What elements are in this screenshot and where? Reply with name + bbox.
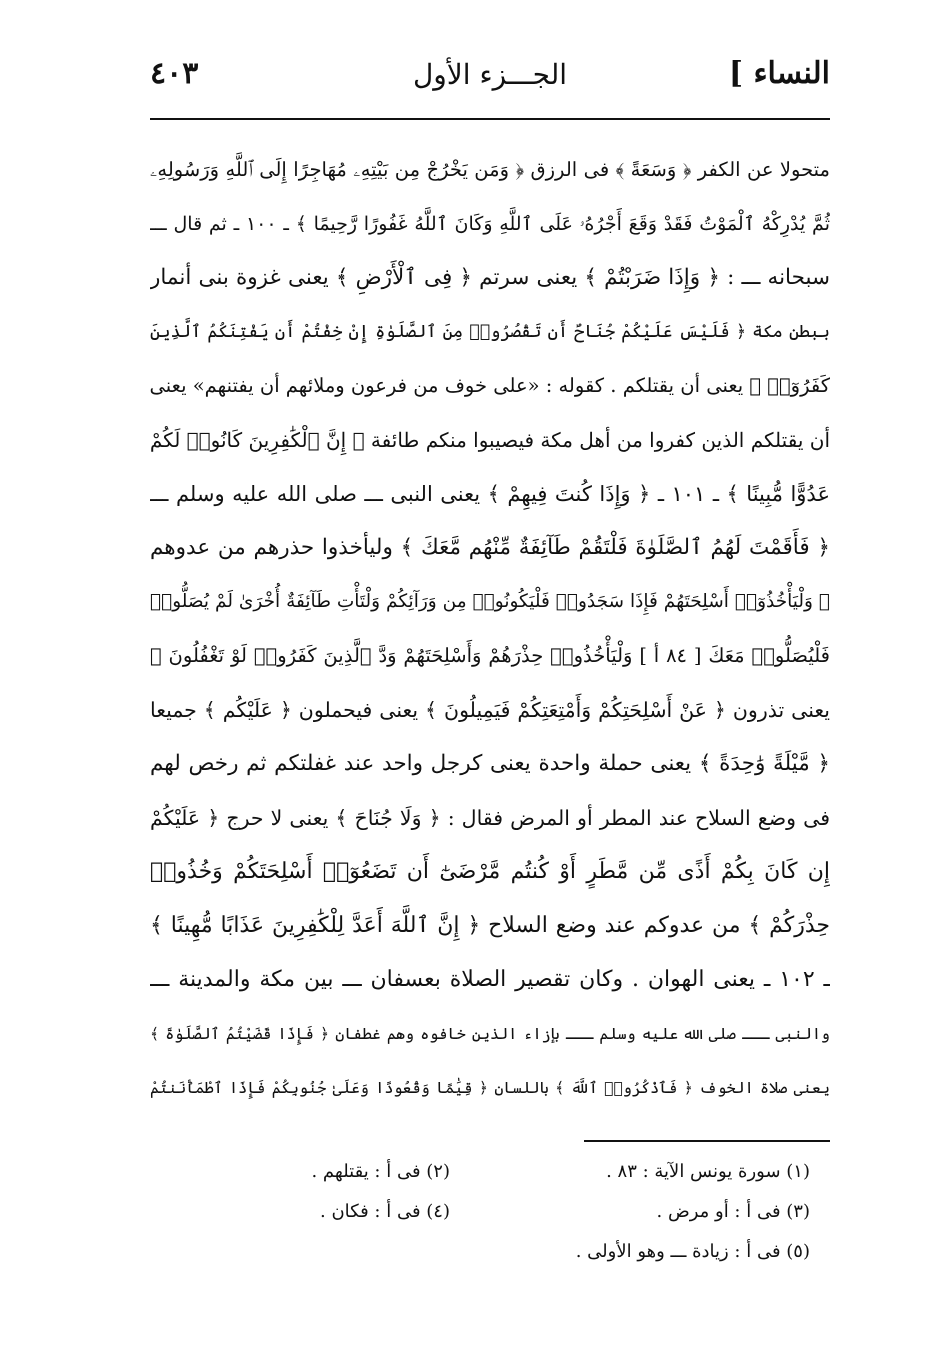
footnotes — [150, 1152, 810, 1272]
text-line: يعنى صلاة الخوف ﴿ فَٱذْكُرُوا۟ ٱللَّهَ ﴾ باللسان ﴿ قِيَٰمًا وَقُعُودًا وَعَلَىٰ جُنُوبِكُمْ فَإِذَا ٱطْمَأْنَنتُمْ — [150, 1079, 830, 1097]
header-rule — [150, 118, 830, 120]
footnote-4: (٤) فى أ : فكان . — [320, 1201, 450, 1222]
text-line: سبحانه ـــ : ﴿ وَإِذَا ضَرَبْتُمْ ﴾ يعنى سرتم ﴿ فِى ٱلْأَرْضِ ﴾ يعنى غزوة بنى أنمار — [150, 265, 830, 290]
text-line: عَدُوًّا مُّبِينًا ﴾ ـ ١٠١ ـ ﴿ وَإِذَا كُنتَ فِيهِمْ ﴾ يعنى النبى ـــ صلى الله عليه وسلم ـــ — [150, 482, 830, 506]
page-header — [150, 56, 830, 106]
text-line: فى وضع السلاح عند المطر أو المرض فقال : ﴿ وَلَا جُنَاحَ ﴾ يعنى لا حرج ﴿ عَلَيْكُمْ — [150, 806, 830, 830]
surah-title: النساء ] — [728, 56, 830, 91]
text-line: ببطن مكة ﴿ فَلَيْسَ عَلَيْكُمْ جُنَاحٌ أَن تَقْصُرُوا۟ مِنَ ٱلصَّلَوٰةِ إِنْ خِفْتُمْ أَن يَفْتِنَكُمُ ٱلَّذِينَ — [150, 322, 830, 342]
text-line: كَفَرُوٓا۟ ﴾ يعنى أن يقتلكم . كقوله : «على خوف من فرعون وملائهم أن يفتنهم» يعنى — [150, 374, 830, 397]
footnote-2: (٢) فى أ : يقتلهم . — [311, 1161, 450, 1182]
text-line: ﴿ وَلْيَأْخُذُوٓا۟ أَسْلِحَتَهُمْ فَإِذَا سَجَدُوا۟ فَلْيَكُونُوا۟ مِن وَرَآئِكُمْ وَلْتَأْتِ طَآئِفَةٌ أُخْرَىٰ لَمْ يُصَلُّوا۟ — [150, 591, 830, 612]
text-line: ثُمَّ يُدْرِكْهُ ٱلْمَوْتُ فَقَدْ وَقَعَ أَجْرُهُۥ عَلَى ٱللَّهِ وَكَانَ ٱللَّهُ غَفُورًا رَّحِيمًا ﴾ ـ ١٠٠ ـ ثم قال ـــ — [150, 213, 830, 235]
text-line: متحولا عن الكفر ﴿ وَسَعَةً ﴾ فى الرزق ﴿ وَمَن يَخْرُجْ مِن بَيْتِهِۦ مُهَاجِرًا إِلَى ٱللَّهِ وَرَسُولِهِۦ — [150, 158, 830, 181]
text-line: حِذْرَكُمْ ﴾ من عدوكم عند وضع السلاح ﴿ إِنَّ ٱللَّهَ أَعَدَّ لِلْكَٰفِرِينَ عَذَابًا مُّهِينًا ﴾ — [150, 913, 830, 938]
footnote-rule — [584, 1140, 830, 1142]
footnote-5: (٥) فى أ : زيادة ـــ وهو الأولى . — [575, 1241, 810, 1262]
footnote-3: (٣) فى أ : أو مرض . — [656, 1201, 810, 1222]
footnote-row — [150, 1152, 810, 1192]
text-line: ﴿ فَأَقَمْتَ لَهُمُ ٱلصَّلَوٰةَ فَلْتَقُمْ طَآئِفَةٌ مِّنْهُم مَّعَكَ ﴾ وليأخذوا حذرهم من عدوهم — [150, 535, 830, 560]
text-line: ﴿ مَّيْلَةً وَٰحِدَةً ﴾ يعنى حملة واحدة يعنى كرجل واحد عند غفلتكم ثم رخص لهم — [150, 751, 830, 776]
text-line: فَلْيُصَلُّوا۟ مَعَكَ [ ٨٤ أ ] وَلْيَأْخُذُوا۟ حِذْرَهُمْ وَأَسْلِحَتَهُمْ وَدَّ ٱلَّذِينَ كَفَرُوا۟ لَوْ تَغْفُلُونَ ﴾ — [150, 644, 830, 667]
text-line: والنبى ـــ صلى الله عليه وسلم ـــ بإزاء الذين خافوه وهم غطفان ﴿ فَإِذَا قَضَيْتُمُ ٱلصَّلَوٰةَ ﴾ — [150, 1025, 830, 1043]
footnote-1: (١) سورة يونس الآية : ٨٣ . — [606, 1161, 810, 1182]
text-line: يعنى تذرون ﴿ عَنْ أَسْلِحَتِكُمْ وَأَمْتِعَتِكُمْ فَيَمِيلُونَ ﴾ يعنى فيحملون ﴿ عَلَيْكُم ﴾ جميعا — [150, 698, 830, 722]
text-line: إِن كَانَ بِكُمْ أَذًى مِّن مَّطَرٍ أَوْ كُنتُم مَّرْضَىٰٓ أَن تَضَعُوٓا۟ أَسْلِحَتَكُمْ وَخُذُوا۟ — [150, 859, 830, 884]
footnote-row — [150, 1232, 810, 1272]
footnote-row — [150, 1192, 810, 1232]
part-title: الجـــزء الأول — [412, 58, 568, 91]
text-line: أن يقتلكم الذين كفروا من أهل مكة فيصيبوا منكم طائفة ﴿ إِنَّ ٱلْكَٰفِرِينَ كَانُوا۟ لَكُمْ — [150, 428, 830, 452]
text-line: ـ ١٠٢ ـ يعنى الهوان . وكان تقصير الصلاة بعسفان ـــ بين مكة والمدينة ـــ — [150, 967, 830, 992]
body-text — [150, 143, 830, 1115]
page-number: ٤٠٣ — [150, 56, 199, 91]
